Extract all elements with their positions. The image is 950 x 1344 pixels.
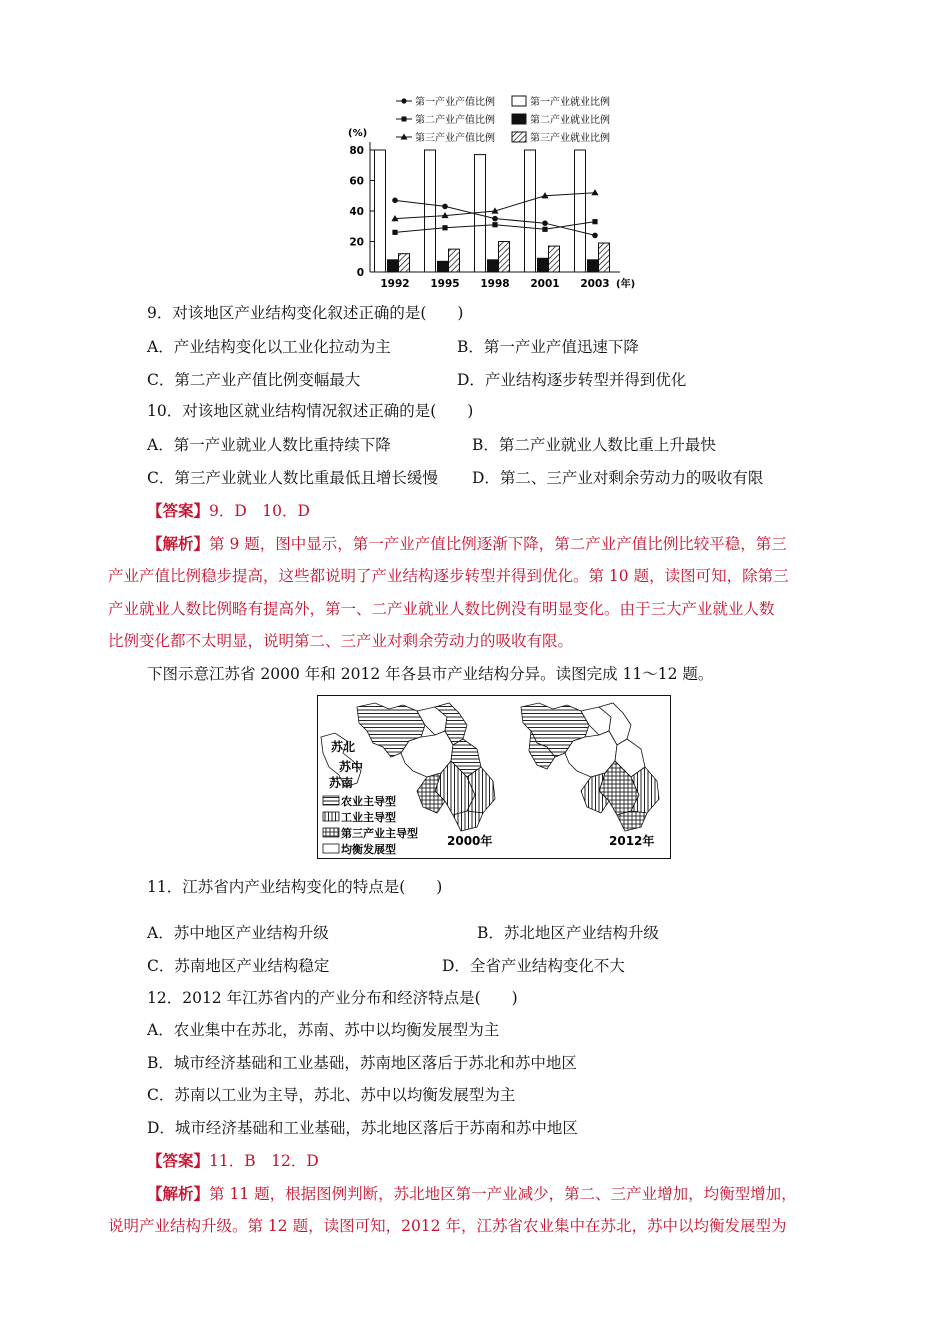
point-primary-output bbox=[492, 216, 498, 222]
legend-label: 第一产业就业比例 bbox=[530, 97, 610, 108]
legend-item-secondary-employment bbox=[512, 113, 610, 126]
bar-primary-employment bbox=[375, 150, 386, 272]
y-axis-unit: (%) bbox=[348, 128, 368, 139]
bar-tertiary-employment bbox=[599, 243, 610, 272]
explanation-9-10-line2: 产业产值比例稳步提高，这些都说明了产业结构逐步转型并得到优化。第 10 题，读图可知，除第三 bbox=[108, 567, 789, 585]
bar-secondary-employment bbox=[538, 258, 549, 272]
intro-11-12: 下图示意江苏省 2000 年和 2012 年各县市产业结构分异。读图完成 11～12 题。 bbox=[147, 665, 714, 683]
bar-primary-employment bbox=[475, 155, 486, 272]
q12-option-c: C．苏南以工业为主导，苏北、苏中以均衡发展型为主 bbox=[147, 1086, 516, 1104]
q9-option-c: C．第二产业产值比例变幅最大 bbox=[147, 371, 361, 389]
bar-primary-employment bbox=[425, 150, 436, 272]
q9-stem: 9．对该地区产业结构变化叙述正确的是( ) bbox=[147, 304, 464, 322]
point-primary-output bbox=[392, 198, 398, 204]
explanation-text: 第 9 题，图中显示，第一产业产值比例逐渐下降，第二产业产值比例比较平稳，第三 bbox=[209, 535, 787, 553]
point-secondary-output bbox=[392, 230, 397, 235]
bar-tertiary-employment bbox=[549, 246, 560, 272]
y-tick-label: 40 bbox=[349, 206, 364, 218]
region-label-suzhong: 苏中 bbox=[339, 760, 364, 774]
legend-item-tertiary-output bbox=[396, 131, 495, 144]
q9-option-d: D．产业结构逐步转型并得到优化 bbox=[457, 371, 687, 389]
bar-tertiary-employment bbox=[499, 242, 510, 273]
map-year-2000: 2000年 bbox=[447, 834, 493, 848]
bar-primary-employment bbox=[575, 150, 586, 272]
explanation-9-10-line4: 比例变化都不太明显，说明第二、三产业对剩余劳动力的吸收有限。 bbox=[108, 632, 574, 650]
q11-stem: 11．江苏省内产业结构变化的特点是( ) bbox=[147, 878, 443, 896]
y-tick-label: 0 bbox=[356, 267, 364, 279]
map-year-2012: 2012年 bbox=[609, 834, 655, 848]
plot-area bbox=[349, 142, 620, 290]
x-tick-label: 2001 bbox=[530, 278, 560, 290]
bar-tertiary-employment bbox=[449, 249, 460, 272]
region-label-subei: 苏北 bbox=[331, 740, 356, 754]
explanation-text: 第 11 题，根据图例判断，苏北地区第一产业减少，第二、三产业增加，均衡型增加， bbox=[209, 1185, 797, 1203]
q11-option-a: A．苏中地区产业结构升级 bbox=[147, 924, 329, 942]
legend-label: 第二产业产值比例 bbox=[415, 115, 495, 126]
bar-secondary-employment bbox=[438, 261, 449, 272]
explanation-tag: 【解析】 bbox=[147, 1184, 210, 1203]
point-tertiary-output bbox=[591, 189, 598, 195]
bar-primary-employment bbox=[525, 150, 536, 272]
y-tick-label: 20 bbox=[349, 236, 364, 249]
point-secondary-output bbox=[442, 225, 447, 230]
bar-tertiary-employment bbox=[399, 254, 410, 272]
point-primary-output bbox=[592, 233, 598, 239]
q12-option-d: D．城市经济基础和工业基础，苏北地区落后于苏南和苏中地区 bbox=[147, 1119, 578, 1137]
q10-option-c: C．第三产业就业人数比重最低且增长缓慢 bbox=[147, 469, 438, 487]
answer-value: 11．B 12．D bbox=[209, 1152, 319, 1170]
x-tick-label: 1995 bbox=[430, 278, 460, 290]
legend-item-primary-output bbox=[396, 95, 495, 108]
explanation-9-10-line3: 产业就业人数比例略有提高外，第一、二产业就业人数比例没有明显变化。由于三大产业就业人数 bbox=[108, 600, 775, 618]
bar-secondary-employment bbox=[488, 260, 499, 272]
answer-tag: 【答案】 bbox=[147, 1151, 210, 1170]
q10-option-a: A．第一产业就业人数比重持续下降 bbox=[147, 436, 391, 454]
q9-option-a: A．产业结构变化以工业化拉动为主 bbox=[147, 338, 391, 356]
point-secondary-output bbox=[542, 227, 547, 232]
answer-9-10 bbox=[147, 500, 310, 522]
y-tick-label: 80 bbox=[349, 145, 364, 157]
legend-label: 第一产业产值比例 bbox=[415, 97, 495, 108]
legend-label: 第三产业产值比例 bbox=[415, 133, 495, 144]
q11-option-b: B．苏北地区产业结构升级 bbox=[477, 924, 659, 942]
q12-option-a: A．农业集中在苏北，苏南、苏中以均衡发展型为主 bbox=[147, 1021, 500, 1039]
explanation-tag: 【解析】 bbox=[147, 534, 210, 553]
point-secondary-output bbox=[492, 222, 497, 227]
bar-secondary-employment bbox=[388, 260, 399, 272]
point-primary-output bbox=[542, 220, 548, 226]
answer-value: 9．D 10．D bbox=[209, 502, 310, 520]
q10-option-b: B．第二产业就业人数比重上升最快 bbox=[472, 436, 716, 454]
x-tick-label: 1998 bbox=[480, 278, 510, 290]
bar-secondary-employment bbox=[588, 260, 599, 272]
legend-label: 第三产业就业比例 bbox=[530, 133, 610, 144]
legend-label: 均衡发展型 bbox=[341, 843, 396, 856]
point-secondary-output bbox=[592, 219, 597, 224]
chart-legend bbox=[396, 95, 610, 144]
answer-11-12 bbox=[147, 1150, 319, 1172]
answer-tag: 【答案】 bbox=[147, 501, 210, 520]
point-primary-output bbox=[442, 204, 448, 210]
explanation-11-12-line1 bbox=[147, 1183, 797, 1205]
legend-item-primary-employment bbox=[512, 95, 610, 108]
explanation-9-10-line1 bbox=[147, 533, 787, 555]
q10-option-d: D．第二、三产业对剩余劳动力的吸收有限 bbox=[472, 469, 764, 487]
industry-structure-chart bbox=[340, 88, 640, 293]
q12-option-b: B．城市经济基础和工业基础，苏南地区落后于苏北和苏中地区 bbox=[147, 1054, 577, 1072]
legend-item-tertiary-employment bbox=[512, 131, 610, 144]
q12-stem: 12．2012 年江苏省内的产业分布和经济特点是( ) bbox=[147, 989, 518, 1007]
legend-label: 农业主导型 bbox=[341, 795, 396, 808]
q10-stem: 10．对该地区就业结构情况叙述正确的是( ) bbox=[147, 402, 474, 420]
legend-label: 第三产业主导型 bbox=[341, 827, 418, 840]
region-label-sunan: 苏南 bbox=[329, 776, 354, 790]
x-tick-label: 1992 bbox=[380, 278, 410, 290]
q11-option-c: C．苏南地区产业结构稳定 bbox=[147, 957, 330, 975]
legend-label: 第二产业就业比例 bbox=[530, 115, 610, 126]
q9-option-b: B．第一产业产值迅速下降 bbox=[457, 338, 639, 356]
explanation-11-12-line2: 说明产业结构升级。第 12 题，读图可知，2012 年，江苏省农业集中在苏北，苏中以均衡发展型为 bbox=[108, 1217, 787, 1235]
x-axis-unit: (年) bbox=[616, 279, 636, 290]
legend-item-secondary-output bbox=[396, 113, 495, 126]
jiangsu-structure-map-figure bbox=[317, 695, 671, 859]
q11-option-d: D．全省产业结构变化不大 bbox=[442, 957, 625, 975]
y-tick-label: 60 bbox=[349, 175, 364, 188]
x-tick-label: 2003 bbox=[580, 278, 610, 290]
legend-label: 工业主导型 bbox=[341, 811, 396, 824]
